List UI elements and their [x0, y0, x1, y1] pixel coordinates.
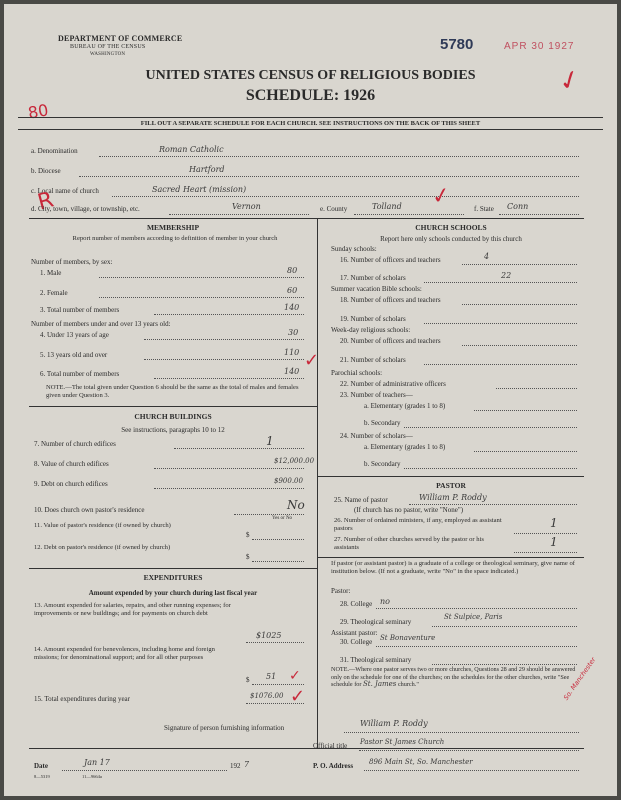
q1-label: 1. Male	[40, 269, 62, 277]
city-value: Vernon	[232, 202, 261, 211]
year-value: 7	[244, 760, 250, 769]
state-label: f. State	[474, 205, 494, 213]
q14-label: 14. Amount expended for benevolences, including home and foreign missions; for denominational support; and for all other purposes	[34, 646, 215, 661]
q6-value: 140	[284, 367, 300, 376]
parochial-label: Parochial schools:	[331, 369, 383, 377]
signature-label: Signature of person furnishing information	[164, 724, 285, 732]
title-label: Official title	[313, 742, 348, 750]
q18-label: 18. Number of officers and teachers	[340, 296, 441, 304]
q22-label: 22. Number of administrative officers	[340, 380, 446, 388]
census-schedule-form: DEPARTMENT OF COMMERCE BUREAU OF THE CENSUS WASHINGTON 5780 APR 30 1927 ✓ UNITED STATES CENSUS OF RELIGIOUS BODIES SCHEDULE: 1926 80 FILL OUT A SEPARATE SCHEDULE FOR EACH CHURCH. SEE INSTRUCTIONS ON THE BACK OF THIS SHEET a. Denomination Roman Catholic b. Diocese Hartford c. Local name of church Sacred Heart (mission) R d. City, town, village, or township, etc. Vernon e. County Tolland ✓ f. State Conn MEMBERSHIP Report number of members according to definition of member in your church Number of members, by sex: 1. Male 80 2. Female 60 3. Total number of members 140 Number of members under and over 13 years old: 4. Under 13 years of age 30 5. 13 years old and over 110 6. Total number of members 140 ✓ NOTE.—The total given under Question 6 should be the same as the total of males and females given under Question 3. CHURCH BUILDINGS See instructions, paragraphs 10 to 12 7. Number of church edifices 1 8. Value of church edifices $12,000.00 9. Debt on church edifices $900.00 10. Does church own pastor's residence No Yes or No 11. Value of pastor's residence (if owned by church) $ 12. Debt on pastor's residence (if owned by church) $ EXPENDITURES Amount expended by your church during last fiscal year 13. Amount expended for salaries, repairs, and other running expenses; for improvements or new buildings; and for payments on church debt $1025 14. Amount expended for benevolences, including home and foreign missions; for denominational support; and for all other purposes $ 51 ✓ 15. Total expenditures during year $1076.00 ✓ CHURCH SCHOOLS Report here only schools conducted by this church Sunday schools: 16. Number of officers and teachers 4 17. Number of scholars 22 Summer vacation Bible schools: 18. Number of officers and teachers 19. Number of scholars Week-day religious schools: 20. Number of officers and teachers 21. Number of scholars Parochial schools: 22. Number of administrative officers 23. Number of teachers— a. Elementary (grades 1 to 8) b. Secondary 24. Number of scholars— a. Elementary (grades 1 to 8) b. Secondary PASTOR 25. Name of pastor William P. Roddy (If church has no pastor, write "None") 26. Number of ordained ministers, if any, employed as assistant pastors 1 27. Number of other churches served by the pastor or his assistants 1 If pastor (or assistant pastor) is a graduate of a college or theological seminary, give name of institution below. (If not a graduate, write "No" in the space indicated.) Pastor: 28. College no 29. Theological seminary St Sulpice, Paris Assistant pastor: 30. College St Bonaventure 31. Theological seminary NOTE.—Where one pastor serves two or more churches, Questions 28 and 29 should be answered only on the schedule for one of the churches; on the schedules for the other churches, write "See schedule for St. James church." So. Manchester Signature of person furnishing information William P. Roddy Official title Pastor St James Church Date Jan 17 192 7 P. O. Address 896 Main St, So. Manchester 8—5319 11—9664a	[4, 4, 617, 796]
q24-label: 24. Number of scholars—	[340, 432, 413, 440]
q3-label: 3. Total number of members	[40, 306, 120, 314]
print-code-2: 11—9664a	[82, 774, 102, 779]
pastor-note: NOTE.—Where one pastor serves two or more churches, Questions 28 and 29 should be answered only on the schedule for one of the churches; on the schedules for the other churches, write "See schedule for St. James church."	[331, 666, 576, 688]
q28-value: no	[380, 597, 390, 606]
schools-intro: Report here only schools conducted by this church	[380, 235, 522, 243]
q25-value: William P. Roddy	[419, 493, 487, 502]
q9-label: 9. Debt on church edifices	[34, 480, 108, 488]
q13-value: $1025	[256, 631, 282, 640]
margin-letter: R	[35, 187, 57, 216]
q23-label: 23. Number of teachers—	[340, 391, 413, 399]
q27-value: 1	[550, 535, 558, 549]
q4-value: 30	[288, 328, 299, 337]
q5-label: 5. 13 years old and over	[40, 351, 108, 359]
buildings-heading: CHURCH BUILDINGS	[134, 412, 212, 421]
age-intro-label: Number of members under and over 13 years old:	[31, 320, 171, 328]
q19-label: 19. Number of scholars	[340, 315, 406, 323]
q26-label: 26. Number of ordained ministers, if any, employed as assistant pastors	[334, 517, 502, 532]
weekday-label: Week-day religious schools:	[331, 326, 411, 334]
schools-heading: CHURCH SCHOOLS	[415, 223, 487, 232]
church-name-value: Sacred Heart (mission)	[152, 185, 247, 194]
state-value: Conn	[507, 202, 529, 211]
form-title: UNITED STATES CENSUS OF RELIGIOUS BODIES	[145, 68, 476, 83]
q17-value: 22	[501, 271, 512, 280]
q28-label: 28. College	[340, 600, 373, 608]
form-subtitle: SCHEDULE: 1926	[245, 87, 376, 104]
q10-value: No	[287, 498, 305, 512]
county-value: Tolland	[372, 202, 402, 211]
q3-value: 140	[284, 303, 300, 312]
q31-label: 31. Theological seminary	[340, 656, 412, 664]
q14-value: 51	[266, 672, 277, 681]
title-value: Pastor St James Church	[360, 738, 445, 746]
q11-label: 11. Value of pastor's residence (if owned by church)	[34, 522, 171, 529]
q10-hint: Yes or No	[272, 516, 293, 521]
q6-label: 6. Total number of members	[40, 370, 120, 378]
department-name: DEPARTMENT OF COMMERCE	[58, 34, 183, 43]
q24a-label: a. Elementary (grades 1 to 8)	[364, 443, 446, 451]
q30-value: St Bonaventure	[380, 634, 436, 642]
county-label: e. County	[320, 205, 348, 213]
file-number: 5780	[440, 36, 474, 53]
check-mark-icon: ✓	[304, 350, 320, 371]
diocese-value: Hartford	[189, 165, 225, 174]
by-sex-label: Number of members, by sex:	[31, 258, 113, 266]
q1-value: 80	[287, 266, 298, 275]
q10-label: 10. Does church own pastor's residence	[34, 506, 145, 514]
membership-intro: Report number of members according to definition of member in your church	[72, 235, 278, 242]
buildings-sub: See instructions, paragraphs 10 to 12	[121, 426, 225, 434]
q7-value: 1	[266, 434, 274, 448]
membership-note: NOTE.—The total given under Question 6 should be the same as the total of males and females given under Question 3.	[46, 384, 299, 399]
q2-label: 2. Female	[40, 289, 68, 297]
q17-label: 17. Number of scholars	[340, 274, 406, 282]
po-address-label: P. O. Address	[313, 762, 354, 770]
date-label: Date	[34, 762, 48, 770]
q29-value: St Sulpice, Paris	[444, 613, 503, 621]
q24b-label: b. Secondary	[364, 460, 401, 468]
print-code: 8—5319	[34, 774, 50, 779]
q9-value: $900.00	[274, 477, 303, 485]
q26-value: 1	[550, 516, 558, 530]
q25-label: 25. Name of pastor	[334, 496, 388, 504]
denomination-value: Roman Catholic	[159, 145, 224, 154]
summer-label: Summer vacation Bible schools:	[331, 285, 422, 293]
q4-label: 4. Under 13 years of age	[40, 331, 109, 339]
diocese-label: b. Diocese	[31, 167, 61, 175]
q13-label: 13. Amount expended for salaries, repairs, and other running expenses; for improvements or new buildings; and for payments on church debt	[34, 602, 231, 617]
city-name: WASHINGTON	[90, 52, 126, 57]
church-name-label: c. Local name of church	[31, 187, 99, 195]
signature-value: William P. Roddy	[360, 719, 428, 728]
q21-label: 21. Number of scholars	[340, 356, 406, 364]
city-label: d. City, town, village, or township, etc.	[31, 205, 140, 213]
note-margin-text: So. Manchester	[562, 655, 598, 702]
pastor-subheading: Pastor:	[331, 587, 351, 595]
q16-value: 4	[484, 252, 490, 261]
q12-label: 12. Debt on pastor's residence (if owned by church)	[34, 544, 171, 551]
membership-heading: MEMBERSHIP	[146, 223, 200, 232]
expenditures-heading: EXPENDITURES	[143, 573, 203, 582]
sunday-label: Sunday schools:	[331, 245, 377, 253]
q5-value: 110	[284, 348, 300, 357]
po-address-value: 896 Main St, So. Manchester	[369, 758, 473, 766]
q16-label: 16. Number of officers and teachers	[340, 256, 441, 264]
q8-label: 8. Value of church edifices	[34, 460, 109, 468]
q8-value: $12,000.00	[274, 457, 315, 465]
q23a-label: a. Elementary (grades 1 to 8)	[364, 402, 446, 410]
q7-label: 7. Number of church edifices	[34, 440, 116, 448]
denomination-label: a. Denomination	[31, 147, 78, 155]
assistant-subheading: Assistant pastor:	[331, 629, 378, 637]
bureau-name: BUREAU OF THE CENSUS	[70, 44, 146, 50]
q27-label: 27. Number of other churches served by the pastor or his assistants	[334, 536, 484, 551]
check-mark-icon: ✓	[290, 686, 306, 707]
date-value: Jan 17	[84, 758, 110, 767]
expenditures-sub: Amount expended by your church during last fiscal year	[88, 589, 258, 597]
q23b-label: b. Secondary	[364, 419, 401, 427]
q15-value: $1076.00	[250, 692, 284, 700]
q2-value: 60	[287, 286, 298, 295]
pastor-heading: PASTOR	[436, 481, 466, 490]
instruction-bar: FILL OUT A SEPARATE SCHEDULE FOR EACH CHURCH. SEE INSTRUCTIONS ON THE BACK OF THIS SHEET	[18, 117, 603, 130]
year-prefix: 192	[230, 762, 241, 770]
q20-label: 20. Number of officers and teachers	[340, 337, 441, 345]
received-date-stamp: APR 30 1927	[504, 41, 575, 52]
q29-label: 29. Theological seminary	[340, 618, 412, 626]
check-mark-icon: ✓	[554, 63, 586, 99]
college-intro: If pastor (or assistant pastor) is a graduate of a college or theological seminary, give name of institution below. (If not a graduate, write "No" in the space indicated.)	[331, 560, 576, 575]
q30-label: 30. College	[340, 638, 373, 646]
check-mark-icon: ✓	[429, 182, 453, 211]
margin-mark: 80	[26, 100, 50, 123]
q25-hint: (If church has no pastor, write "None")	[354, 506, 464, 514]
q15-label: 15. Total expenditures during year	[34, 695, 130, 703]
check-mark-icon: ✓	[289, 668, 301, 684]
